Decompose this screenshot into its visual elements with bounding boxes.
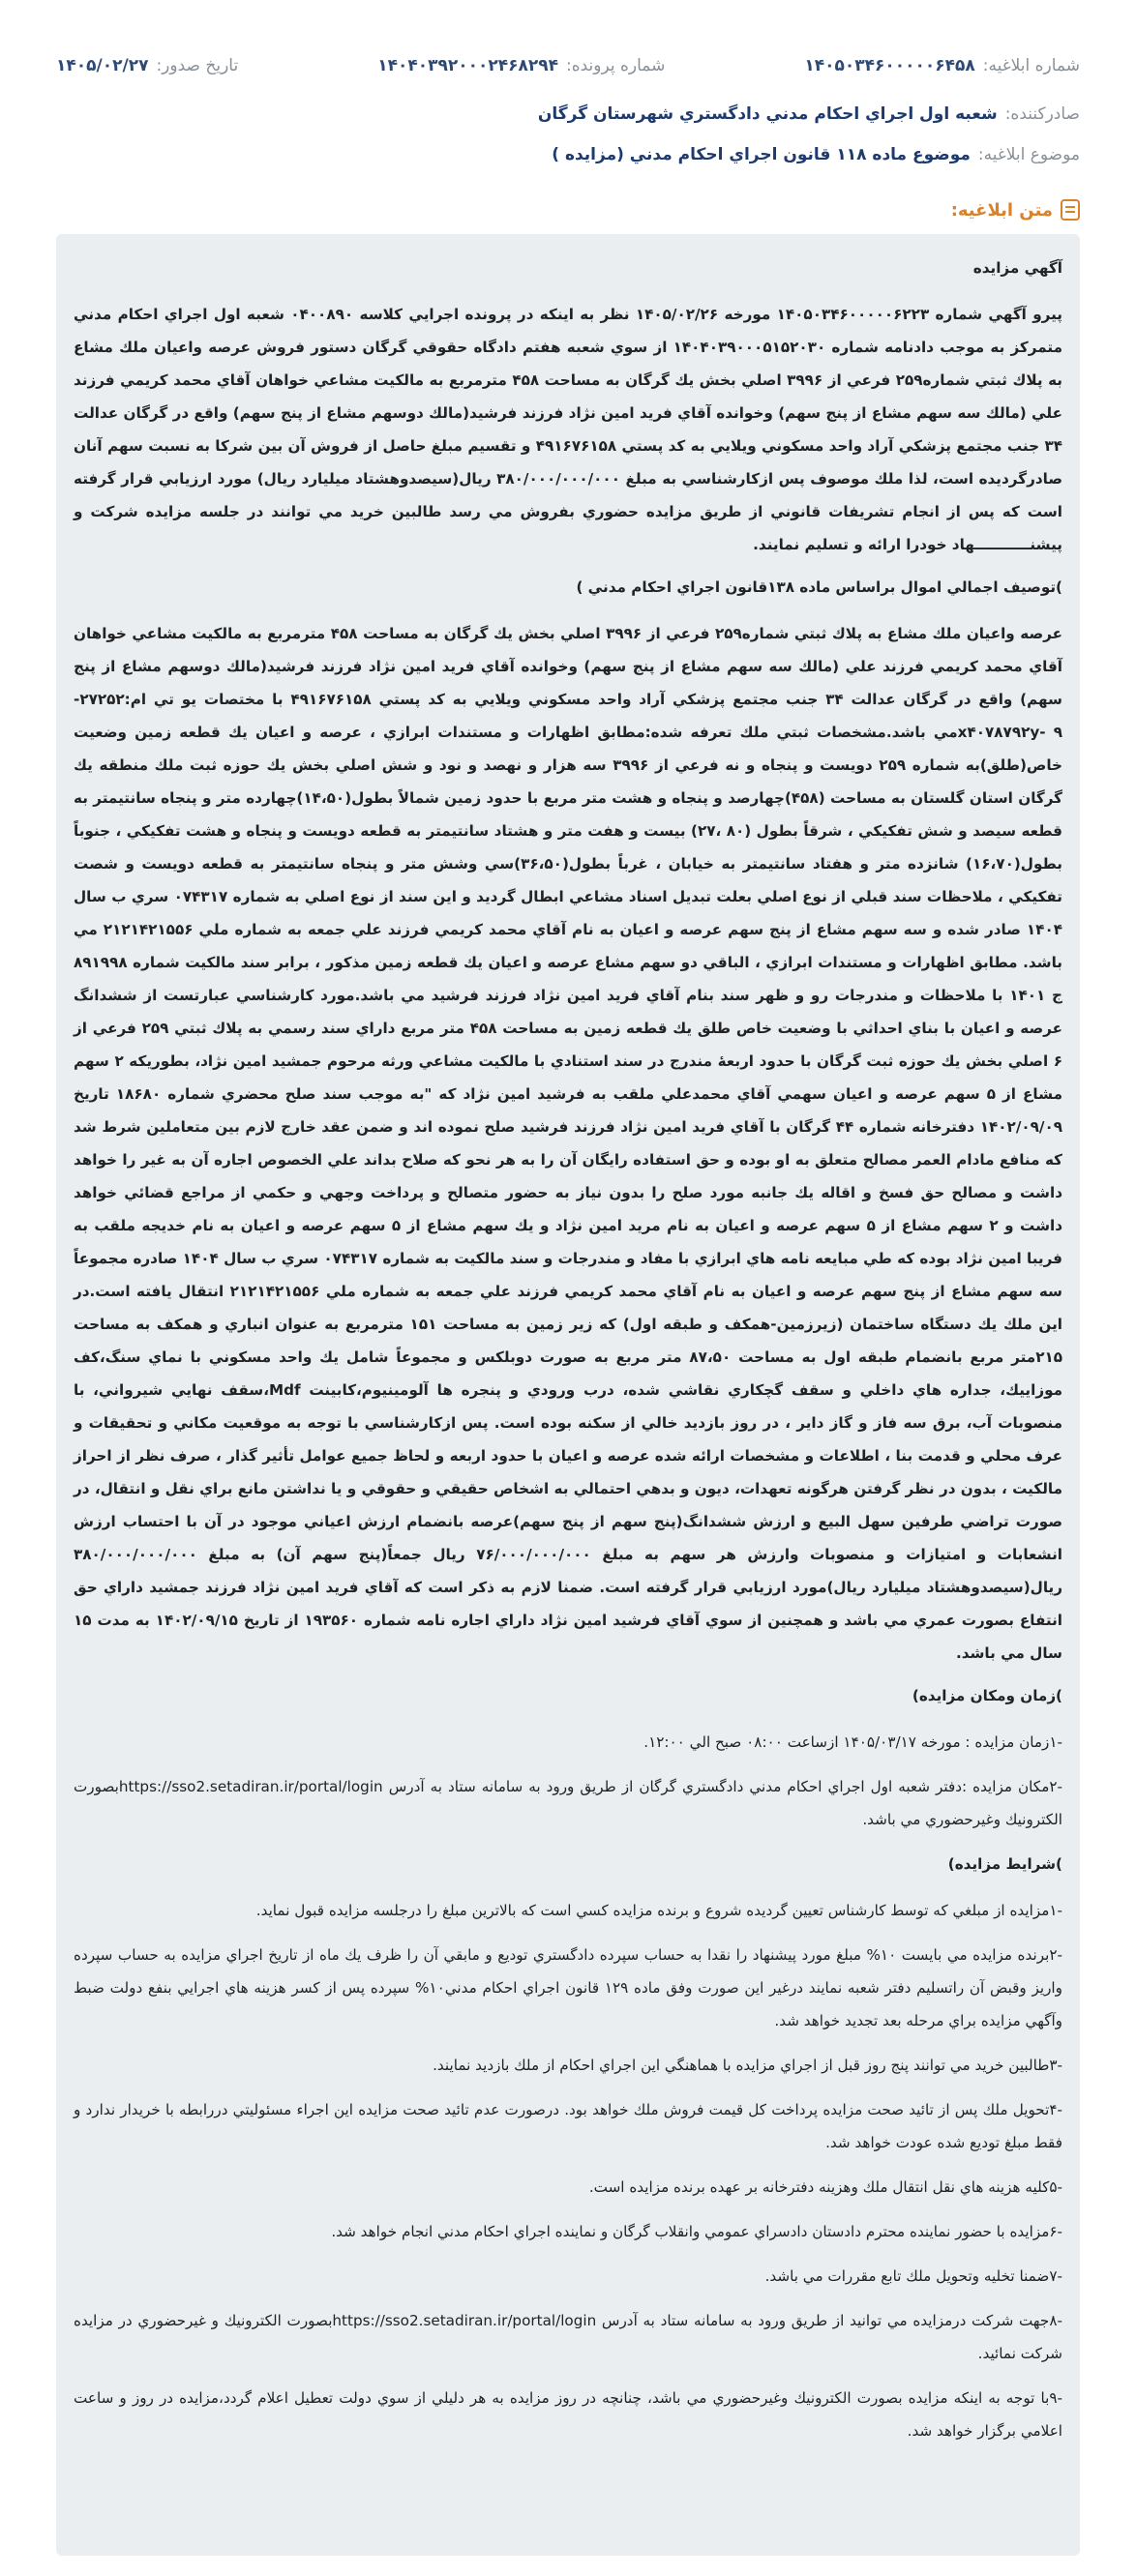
notice-number (804, 56, 1080, 75)
property-description: عرصه واعيان ملك مشاع به پلاك ثبتي شماره۲۵۹ فرعي از ۳۹۹۶ اصلي بخش يك گرگان به مساحت ۴۵۸ مترمربع به مالكيت مشاعي خواهان آقاي محمد كريمي فرزند علي (مالك سه سهم مشاع از پنج سهم) وخوانده آقاي فريد امين نژاد فرزند فرشيد(مالك دوسهم مشاع از پنج سهم) واقع در گرگان عدالت ۳۴ جنب مجتمع پزشكي آراد واحد مسكوني ويلايي به كد پستي ۴۹۱۶۷۶۱۵۸ با مختصات يو تي ام:۲۷۲۵۲- x۴۰۷۸۷۹۲y- ۹مي باشد.مشخصات ثبتي ملك تعرفه شده:مطابق اظهارات و مستندات ابرازي ، عرصه و اعيان يك قطعه زمين وضعيت خاص(طلق)به شماره ۲۵۹ دويست و پنجاه و نه فرعي از ۳۹۹۶ سه هزار و نهصد و نود و شش اصلي بخش يك حوزه ثبت ملك منطقه يك گرگان استان گلستان به مساحت (۴۵۸)چهارصد و پنجاه و هشت متر مربع با حدود زمين شمالاً بطول(۱۴،۵۰)چهارده متر و پنجاه سانتيمتر به قطعه سيصد و شش تفكيكي ، شرقاً بطول (۸۰ ،۲۷) بيست و هفت متر و هشتاد سانتيمتر به قطعه دويست و پنجاه و هشت تفكيكي ، جنوباً بطول(۱۶،۷۰) شانزده متر و هفتاد سانتيمتر به خيابان ، غرباً بطول(۳۶،۵۰)سي وشش متر و پنجاه سانتيمتر به قطعه دويست و شصت تفكيكي ، ملاحظات سند قبلي از نوع اصلي بعلت تبديل اسناد مشاعي ابطال گرديد و اين سند از نوع اصلي به شماره ۰۷۴۳۱۷ سري ب سال ۱۴۰۴ صادر شده و سه سهم مشاع از پنج سهم عرصه و اعيان به نام آقاي محمد كريمي فرزند علي جمعه به شماره ملي ۲۱۲۱۴۲۱۵۵۶ مي باشد. مطابق اظهارات و مستندات ابرازي ، الباقي دو سهم مشاع عرصه و اعيان يك قطعه زمين مذكور ، برابر سند مالكيت شماره ۸۹۱۹۹۸ ج ۱۴۰۱ با ملاحظات و مندرجات رو و ظهر سند بنام آقاي فريد امين نژاد فرزند فرشيد مي باشد.مورد كارشناسي عبارتست از ششدانگ عرصه و اعيان با بناي احداثي با وضعيت خاص طلق يك قطعه زمين به مساحت ۴۵۸ متر مربع داراي سند رسمي به پلاك ثبتي ۲۵۹ فرعي از ۶ اصلي بخش يك حوزه ثبت گرگان با حدود اربعۀ مندرج در سند استنادي با مالكيت مشاعي ورثه مرحوم جمشيد امين نژاد، بطوريكه ۲ سهم مشاع از ۵ سهم عرصه و اعيان سهمي آقاي محمدعلي ملقب به فرشيد امين نژاد كه "به موجب سند صلح محضري شماره ۱۸۶۸۰ تاريخ ۱۴۰۲/۰۹/۰۹ دفترخانه شماره ۴۴ گرگان با آقاي فريد امين نژاد فرزند فرشيد صلح نموده اند و ضمن عقد خارج لازم بين متعاملين شرط شد كه منافع مادام العمر مصالح متعلق به او بوده و حق استفاده رايگان آن را به هر نحو كه صلاح بداند علي الخصوص اجاره آن به غير را خواهد داشت و مصالح حق فسخ و اقاله يك جانبه مورد صلح را بدون نياز به حضور متصالح و پرداخت وجهي و حكمي از مراجع قضائي خواهد داشت و ۲ سهم مشاع از ۵ سهم عرصه و اعيان به نام مريد امين نژاد و يك سهم مشاع از ۵ سهم عرصه و اعيان به نام خديجه ملقب به فريبا امين نژاد بوده كه طي مبايعه نامه هاي ابرازي با مفاد و مندرجات و سند مالكيت به شماره ۰۷۴۳۱۷ سري ب سال ۱۴۰۴ صادره مجموعاً سه سهم مشاع از پنج سهم عرصه و اعيان به نام آقاي محمد كريمي فرزند علي جمعه به شماره ملي ۲۱۲۱۴۲۱۵۵۶ انتقال يافته است.در اين ملك يك دستگاه ساختمان (زيرزمين-همكف و طبقه اول) كه زير زمين به مساحت ۱۵۱ مترمربع به عنوان انباري و همكف به مساحت ۲۱۵متر مربع بانضمام طبقه اول به مساحت ۸۷،۵۰ متر مربع به صورت دوبلكس و مجموعاً شامل يك واحد مسكوني با نماي سنگ،كف موزاييك، جداره هاي داخلي و سقف گچكاري نقاشي شده، درب ورودي و پنجره ها آلومينيوم،كابينت Mdf،سقف نهايي شيرواني، با منصوبات آب، برق سه فاز و گاز داير ، در روز بازديد خالي از سكنه بوده است. پس ازكارشناسي با توجه به موقعيت مكاني و تحقيقات و عرف محلي و قدمت بنا ، اطلاعات و مشخصات ارائه شده عرصه و اعيان با حدود اربعه و لحاظ جميع عوامل تأثير گذار ، صرف نظر از احراز مالكيت ، بدون در نظر گرفتن هرگونه تعهدات، ديون و بدهي احتمالي به اشخاص حقيقي و حقوقي و يا نداشتن مانع براي نقل و انتقال، در صورت تراضي طرفين سهل البيع و ارزش ششدانگ(پنج سهم از پنج سهم)عرصه بانضمام ارزش اعياني موجود در آن با احتساب ارزش انشعابات و امتيازات و منصوبات وارزش هر سهم به مبلغ ۷۶/۰۰۰/۰۰۰/۰۰۰ ريال جمعاً(پنج سهم آن) به مبلغ ۳۸۰/۰۰۰/۰۰۰/۰۰۰ ريال(سيصدوهشتاد ميليارد ريال)مورد ارزيابي قرار گرفته است. ضمنا لازم به ذكر است كه آقاي فريد امين نژاد فرزند جمشيد داراي حق انتفاع بصورت عمري مي باشد و همچنين از سوي آقاي فرشيد امين نژاد داراي اجاره نامه شماره ۱۹۳۵۶۰ از تاريخ ۱۴۰۲/۰۹/۱۵ به مدت ۱۵ سال مي باشد. (74, 625, 1063, 1662)
notice-number-value: ۱۴۰۵۰۳۴۶۰۰۰۰۰۶۴۵۸ (804, 56, 975, 75)
auction-intro: پيرو آگهي شماره ۱۴۰۵۰۳۴۶۰۰۰۰۰۶۲۲۳ مورخه ۱۴۰۵/۰۲/۲۶ نظر به اينكه در پرونده اجرايي كلاسه ۰۴۰۰۸۹۰ شعبه اول اجراي احكام مدني متمركز به موجب دادنامه شماره ۱۴۰۴۰۳۹۰۰۰۵۱۵۲۰۳۰ از سوي شعبه هفتم دادگاه حقوقي گرگان دستور فروش عرصه واعيان ملك مشاع به پلاك ثبتي شماره۲۵۹ فرعي از ۳۹۹۶ اصلي بخش يك گرگان به مساحت ۴۵۸ مترمربع به مالكيت مشاعي خواهان آقاي محمد كريمي فرزند علي (مالك سه سهم مشاع از پنج سهم) وخوانده آقاي فريد امين نژاد فرزند فرشيد(مالك دوسهم مشاع از پنج سهم) واقع در گرگان عدالت ۳۴ جنب مجتمع پزشكي آراد واحد مسكوني ويلايي به كد پستي ۴۹۱۶۷۶۱۵۸ و تقسيم مبلغ حاصل از فروش آن بين شركا به نسبت سهم آنان صادرگرديده است، لذا ملك موصوف پس ازكارشناسي به مبلغ ۳۸۰/۰۰۰/۰۰۰/۰۰۰ ريال(سيصدوهشتاد ميليارد ريال) مورد ارزيابي قرار گرفته است كه پس از انجام تشريفات قانوني از طريق مزايده حضوري بفروش مي رسد طالبين خريد مي توانند در جلسه مزايده شركت و پيشنـــــــــــهاد خودرا ارائه و تسليم نمايند. (74, 306, 1062, 553)
condition-item: -۸جهت شركت درمزايده مي توانيد از طريق ورود به سامانه ستاد به آدرس https://sso2.setadiran.ir/portal/loginبصورت الكترونيك و غيرحضوري در مزايده شركت نمائيد. (74, 2312, 1062, 2362)
issuer-value: شعبه اول اجراي احكام مدني دادگستري شهرستان گرگان (537, 104, 998, 124)
notice-text-heading: متن ابلاغیه: (950, 199, 1053, 221)
case-number (377, 56, 665, 75)
condition-item: -۳طالبين خريد مي توانند پنج روز قبل از اجراي مزايده با هماهنگي اين اجراي احكام از ملك بازديد نمايند. (433, 2057, 1062, 2074)
condition-item: -۱مزايده از مبلغي كه توسط كارشناس تعيين گرديده شروع و برنده مزايده كسي است كه بالاترين مبلغ را درجلسه مزايده قبول نمايد. (255, 1902, 1062, 1919)
subject-value: موضوع ماده ۱۱۸ قانون اجراي احكام مدني (مزايده ) (552, 145, 971, 164)
case-number-value: ۱۴۰۴۰۳۹۲۰۰۰۲۴۶۸۲۹۴ (377, 56, 558, 75)
issue-date-label: تاریخ صدور: (156, 56, 239, 75)
notice-text-header (56, 199, 1080, 221)
time-item: -۱زمان مزايده : مورخه ۱۴۰۵/۰۳/۱۷ ازساعت ۰۸:۰۰ صبح الي ۱۲:۰۰. (643, 1733, 1062, 1751)
condition-item: -۶مزايده با حضور نماينده محترم دادستان دادسراي عمومي وانقلاب گرگان و نماينده اجراي احكام مدني انجام خواهد شد. (331, 2223, 1062, 2240)
condition-item: -۴تحويل ملك پس از تائيد صحت مزايده پرداخت كل قيمت فروش ملك خواهد بود. درصورت عدم تائيد صحت مزايده اين اجراء مسئوليتي دررابطه با خريدار ندارد و فقط مبلغ توديع شده عودت خواهد شد. (74, 2101, 1062, 2151)
issue-date (56, 56, 238, 75)
condition-item: -۵كليه هزينه هاي نقل انتقال ملك وهزينه دفترخانه بر عهده برنده مزايده است. (588, 2178, 1062, 2196)
place-item: -۲مكان مزايده :دفتر شعبه اول اجراي احكام مدني دادگستري گرگان از طريق ورود به سامانه ستاد به آدرس https://sso2.setadiran.ir/portal/loginبصورت الكترونيك وغيرحضوري مي باشد. (74, 1778, 1062, 1828)
notice-content-box (56, 234, 1080, 2556)
case-number-label: شماره پرونده: (565, 56, 666, 75)
notice-page (0, 48, 1136, 2576)
issuer-line (56, 104, 1080, 124)
condition-item: -۹با توجه به اينكه مزايده بصورت الكترونيك وغيرحضوري مي باشد، چنانچه در روز مزايده به هر دليلي از سوي دولت تعطيل اعلام گردد،مزايده در روز و ساعت اعلامي برگزار خواهد شد. (74, 2389, 1062, 2440)
document-icon (1061, 199, 1080, 221)
time-place-heading: )زمان ومكان مزايده) (912, 1687, 1062, 1704)
auction-title: آگهي مزايده (972, 259, 1062, 277)
condition-item: -۲برنده مزايده مي بايست ۱۰% مبلغ مورد پيشنهاد را نقدا به حساب سپرده دادگستري توديع و مابقي آن را ظرف يك ماه از تاريخ اجراي مزايده به حساب سپرده واريز وقبض آن راتسليم دفتر شعبه نمايند درغير اين صورت وفق ماده ۱۲۹ قانون اجراي احكام مدني۱۰% سپرده پس از كسر هزينه هاي اجرايي بنفع دولت ضبط وآگهي مزايده براي مرحله بعد تجديد خواهد شد. (74, 1946, 1062, 2029)
subject-line (56, 145, 1080, 164)
description-heading: )توصيف اجمالي اموال براساس ماده ۱۳۸قانون اجراي احكام مدني ) (576, 578, 1062, 596)
issuer-label: صادرکننده: (1004, 104, 1080, 124)
meta-row (56, 48, 1080, 83)
condition-item: -۷ضمنا تخليه وتحويل ملك تابع مقررات مي باشد. (764, 2267, 1062, 2285)
issue-date-value: ۱۴۰۵/۰۲/۲۷ (56, 56, 149, 75)
subject-label: موضوع ابلاغیه: (977, 145, 1080, 164)
notice-number-label: شماره ابلاغيه: (982, 56, 1080, 75)
conditions-heading: )شرايط مزايده) (947, 1855, 1062, 1873)
